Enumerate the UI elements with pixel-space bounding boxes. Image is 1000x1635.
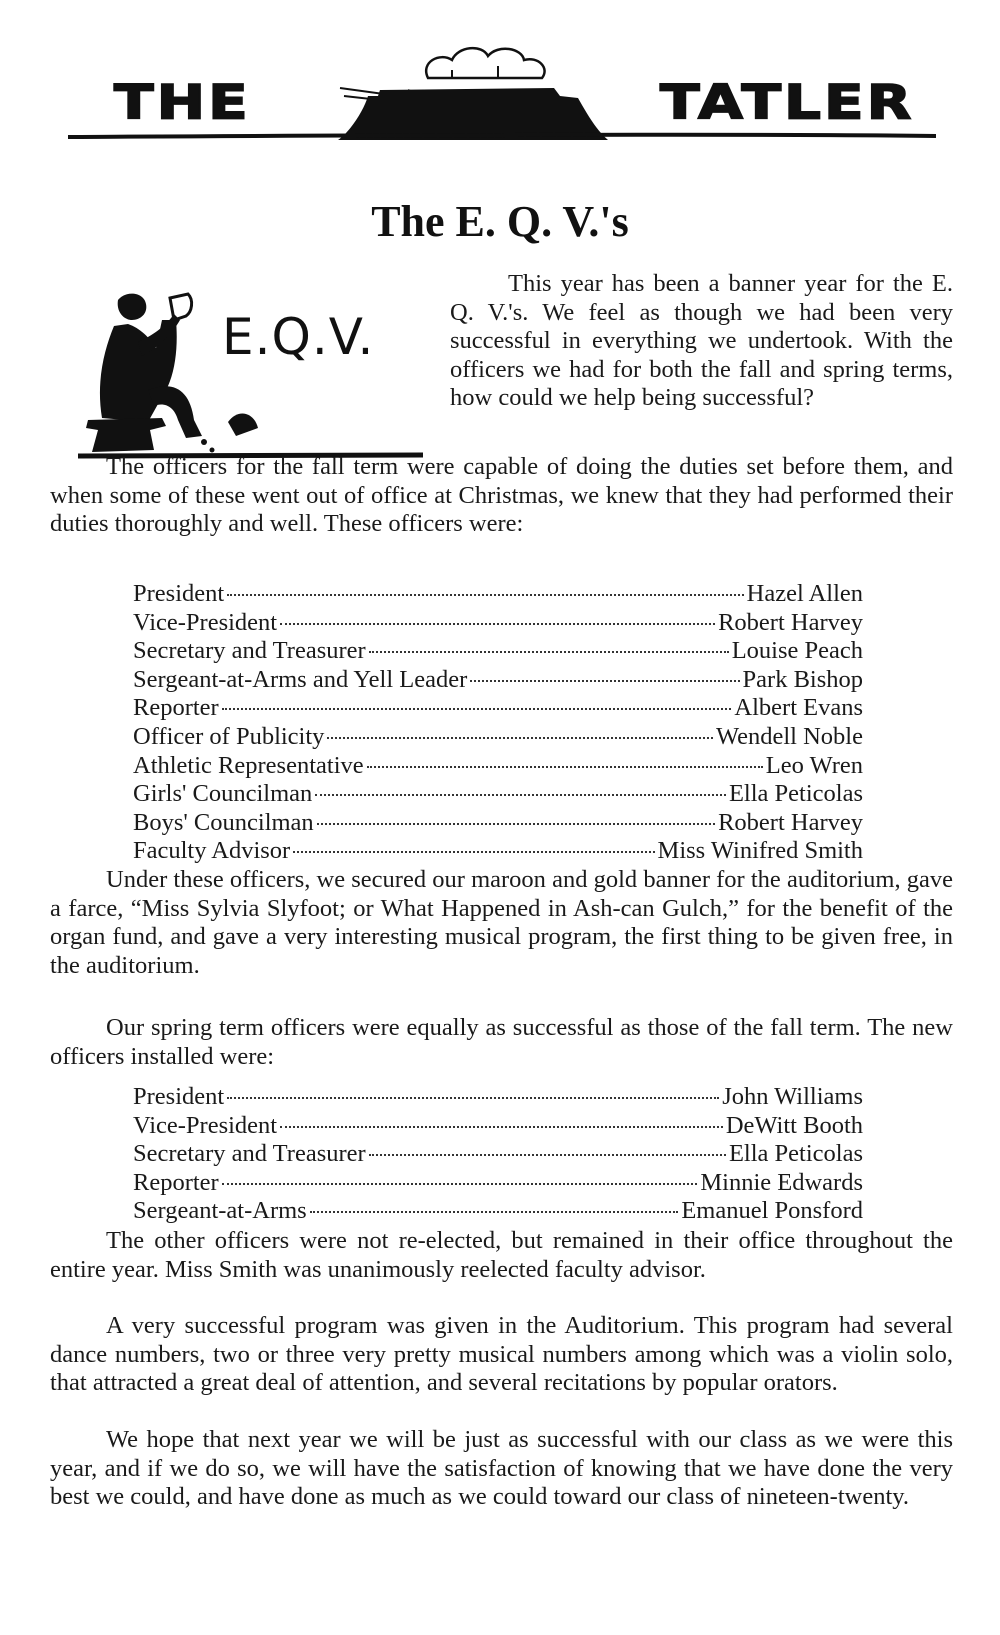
- officer-row: [133, 780, 863, 809]
- officer-row: [133, 609, 863, 638]
- officer-title: Athletic Representative: [133, 751, 364, 779]
- dot-leader: [369, 1154, 726, 1156]
- officer-name: Albert Evans: [734, 694, 863, 722]
- officer-title: Reporter: [133, 1168, 219, 1196]
- officer-title: Vice-President: [133, 1111, 278, 1139]
- officer-name: DeWitt Booth: [725, 1111, 863, 1139]
- officer-row: [133, 809, 863, 838]
- fall-officers-list: [133, 580, 863, 866]
- officer-name: Miss Winifred Smith: [657, 837, 863, 865]
- dot-leader: [317, 823, 715, 825]
- dot-leader: [227, 1097, 719, 1099]
- officer-name: John Williams: [722, 1083, 863, 1110]
- officer-row: [133, 666, 863, 695]
- officer-row: [133, 637, 863, 666]
- officer-title: President: [133, 580, 225, 607]
- fall-intro-paragraph: The officers for the fall term were capable of doing the duties set before them, and when some of these went out of office at Christmas, we knew that they had performed their duties thoroughly and well. These officers were:: [50, 453, 953, 537]
- officer-row: [133, 1112, 863, 1141]
- officer-row: [133, 1083, 863, 1112]
- dot-leader: [280, 623, 715, 625]
- dot-leader: [227, 594, 743, 596]
- fall-summary-paragraph: Under these officers, we secured our maroon and gold banner for the auditorium, gave a farce, “Miss Sylvia Slyfoot; or What Happened in Ash-can Gulch,” for the benefit of the organ fund, and gave a very interesting musical program, the first thing to be given free, in the auditorium.: [50, 866, 953, 979]
- officer-name: Emanuel Ponsford: [681, 1197, 863, 1225]
- emblem: [78, 290, 423, 465]
- officer-name: Hazel Allen: [746, 580, 863, 607]
- officer-name: Ella Peticolas: [728, 780, 863, 808]
- intro-paragraph: This year has been a banner year for the E. Q. V.'s. We feel as though we had been very successful in everything we undertook. With the officers we had for both the fall and spring terms, how could we help being successful?: [450, 270, 953, 411]
- dot-leader: [310, 1211, 679, 1213]
- masthead: [68, 40, 936, 150]
- officer-row: [133, 1140, 863, 1169]
- spring-officers-list: [133, 1083, 863, 1226]
- officer-title: Vice-President: [133, 608, 278, 636]
- officer-name: Robert Harvey: [718, 608, 863, 636]
- spring-intro-paragraph: Our spring term officers were equally as successful as those of the fall term. The new officers installed were:: [50, 1014, 953, 1070]
- officer-row: [133, 723, 863, 752]
- dot-leader: [327, 737, 713, 739]
- officer-row: [133, 752, 863, 781]
- officer-title: Sergeant-at-Arms: [133, 1197, 307, 1225]
- page-title: The E. Q. V.'s: [371, 197, 629, 246]
- officer-row: [133, 837, 863, 866]
- dot-leader: [315, 794, 726, 796]
- masthead-left-word: THE: [114, 74, 251, 130]
- officer-row: [133, 580, 863, 609]
- program-paragraph: A very successful program was given in the Auditorium. This program had several dance numbers, two or three very pretty musical numbers among which was a violin solo, that attracted a great deal of attention, and several recitations by popular orators.: [50, 1312, 953, 1396]
- officer-name: Park Bishop: [742, 665, 863, 693]
- dot-leader: [293, 851, 654, 853]
- dot-leader: [470, 680, 739, 682]
- closing-paragraph: We hope that next year we will be just as successful with our class as we were this year, and if we do so, we will have the satisfaction of knowing that we have done the very best we could, and have done as much as we could toward our class of nineteen-twenty.: [50, 1426, 953, 1510]
- officer-title: President: [133, 1083, 225, 1110]
- dot-leader: [280, 1126, 723, 1128]
- officer-name: Leo Wren: [765, 751, 863, 779]
- officer-title: Faculty Advisor: [133, 837, 291, 865]
- masthead-right-word: TATLER: [660, 74, 915, 130]
- dot-leader: [222, 1183, 698, 1185]
- officer-row: [133, 1169, 863, 1198]
- officer-title: Reporter: [133, 694, 219, 722]
- officer-name: Minnie Edwards: [700, 1168, 863, 1196]
- officer-name: Robert Harvey: [718, 808, 863, 836]
- officer-name: Louise Peach: [731, 637, 863, 665]
- officer-row: [133, 1197, 863, 1226]
- officer-title: Secretary and Treasurer: [133, 1140, 366, 1168]
- officer-title: Sergeant-at-Arms and Yell Leader: [133, 665, 468, 693]
- officer-title: Secretary and Treasurer: [133, 637, 366, 665]
- emblem-label: E.Q.V.: [222, 308, 375, 366]
- dot-leader: [369, 651, 729, 653]
- officer-row: [133, 694, 863, 723]
- officer-title: Boys' Councilman: [133, 808, 314, 836]
- dot-leader: [367, 766, 763, 768]
- officer-name: Ella Peticolas: [728, 1140, 863, 1168]
- dot-leader: [222, 708, 732, 710]
- reelection-paragraph: The other officers were not re-elected, but remained in their office throughout the entire year. Miss Smith was unanimously reelected faculty advisor.: [50, 1227, 953, 1283]
- officer-title: Girls' Councilman: [133, 780, 313, 808]
- officer-title: Officer of Publicity: [133, 722, 325, 750]
- officer-name: Wendell Noble: [715, 722, 863, 750]
